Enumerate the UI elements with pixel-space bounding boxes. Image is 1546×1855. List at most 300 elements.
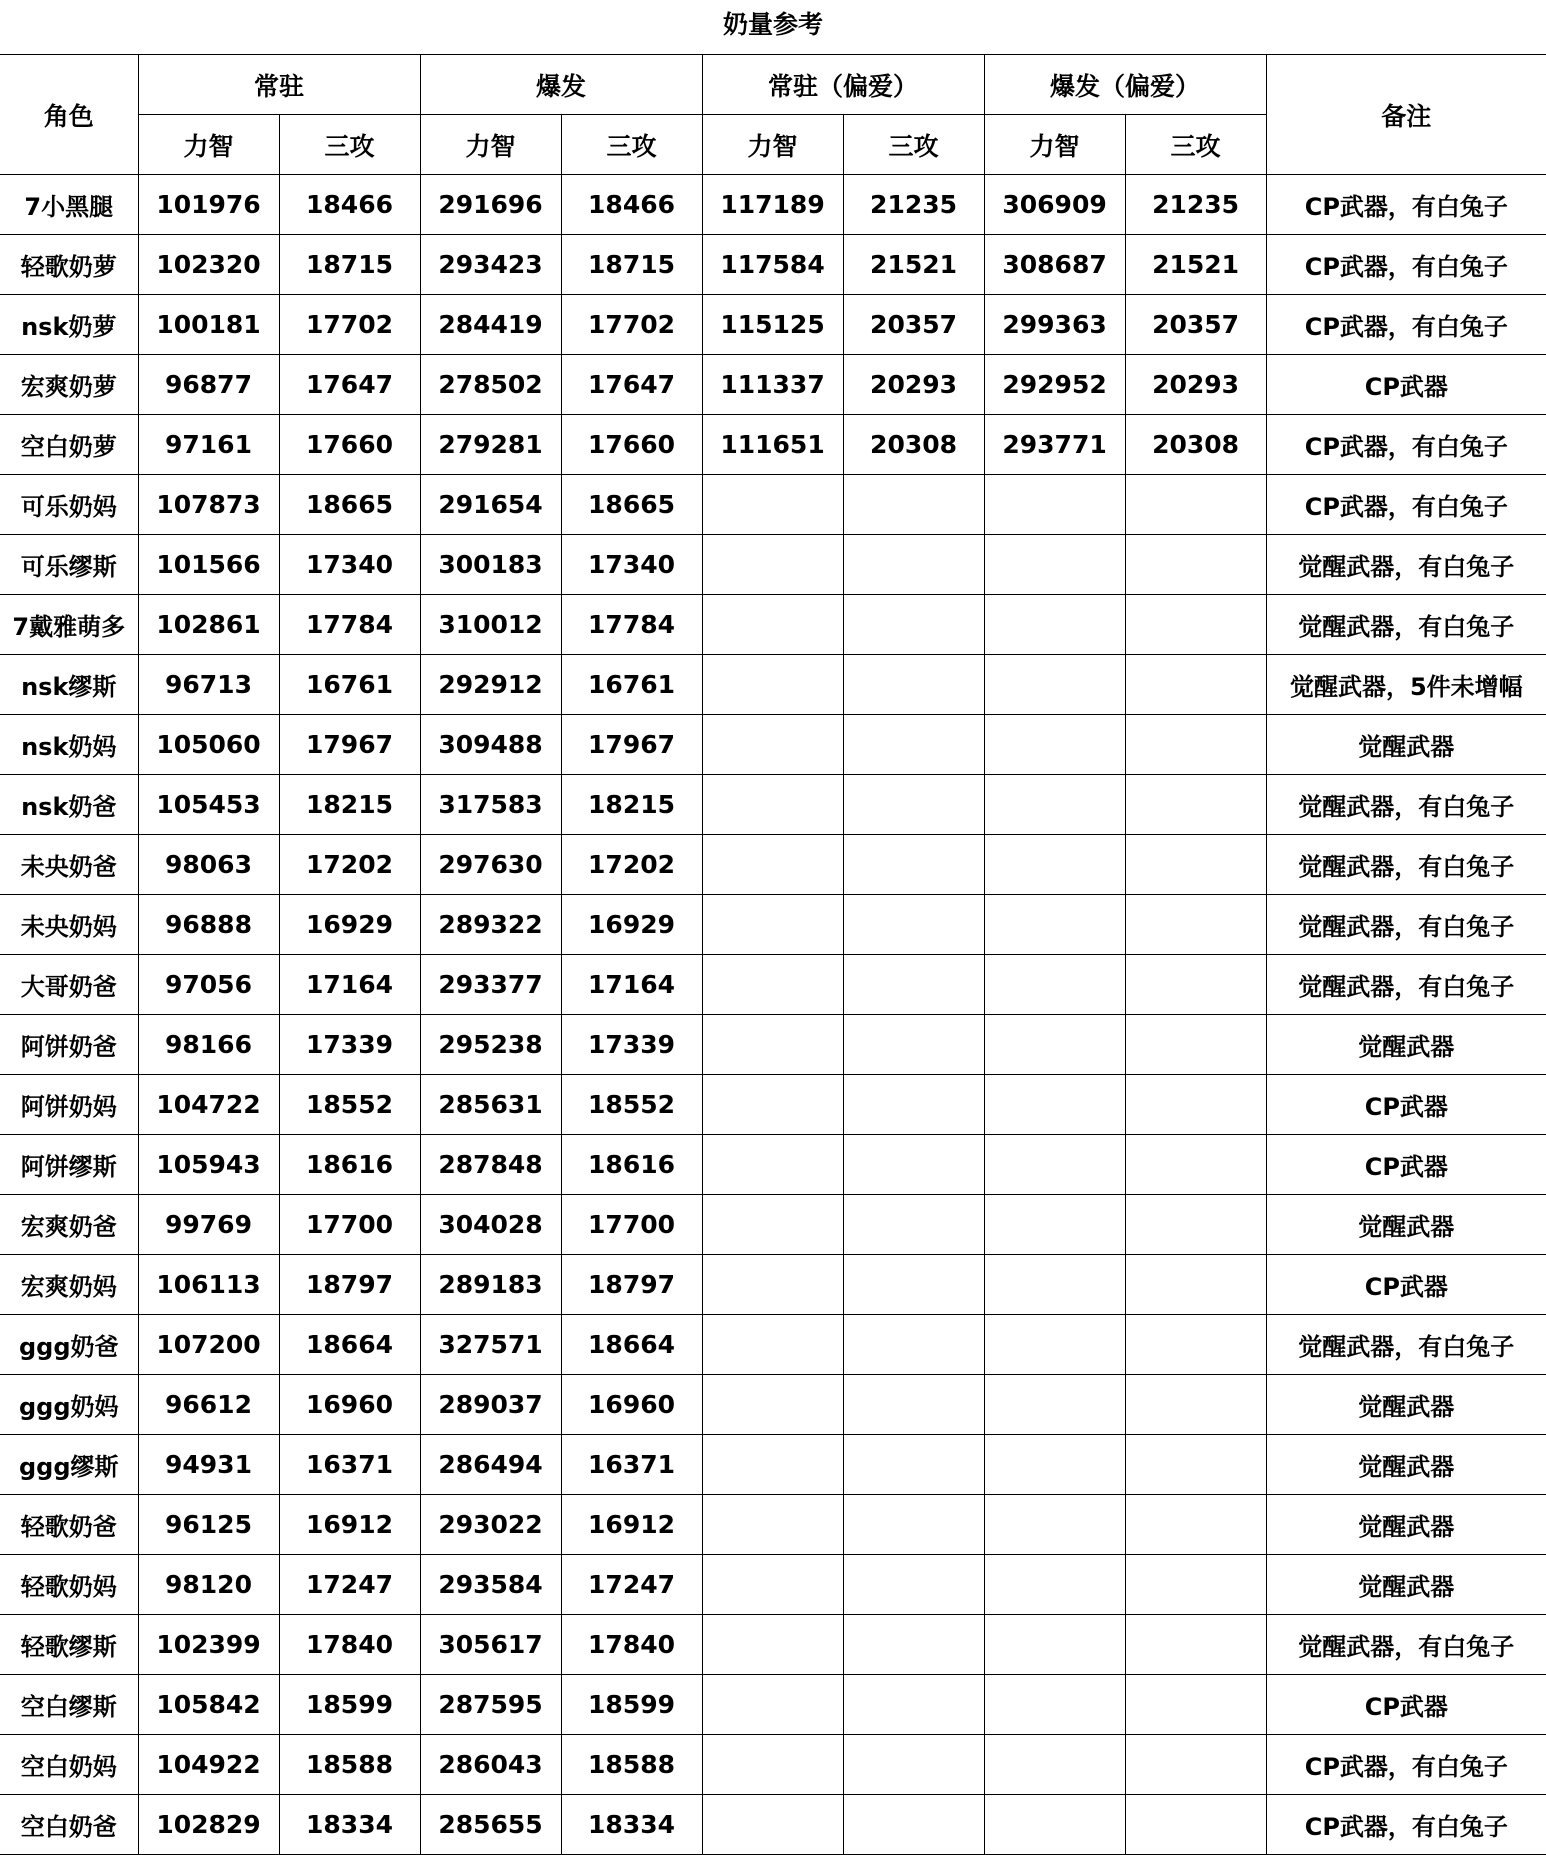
note-cell: 觉醒武器，有白兔子 — [1266, 955, 1546, 1015]
attack-value-cell: 17700 — [561, 1195, 702, 1255]
role-name-cell: 宏爽奶萝 — [0, 355, 138, 415]
role-name-cell: nsk奶妈 — [0, 715, 138, 775]
role-name-cell: nsk奶萝 — [0, 295, 138, 355]
attack-value-cell — [1125, 835, 1266, 895]
role-name-cell: 未央奶爸 — [0, 835, 138, 895]
role-name-cell: 宏爽奶爸 — [0, 1195, 138, 1255]
stat-value-cell: 289037 — [420, 1375, 561, 1435]
attack-value-cell: 17660 — [279, 415, 420, 475]
stat-value-cell — [702, 1015, 843, 1075]
table-row — [0, 1435, 1546, 1495]
attack-value-cell: 17784 — [561, 595, 702, 655]
attack-value-cell: 16929 — [279, 895, 420, 955]
attack-value-cell: 18552 — [561, 1075, 702, 1135]
stat-value-cell: 306909 — [984, 175, 1125, 235]
stat-value-cell — [702, 955, 843, 1015]
stat-value-cell — [702, 595, 843, 655]
note-cell: 觉醒武器，有白兔子 — [1266, 1615, 1546, 1675]
table-row — [0, 1375, 1546, 1435]
stat-value-cell: 291696 — [420, 175, 561, 235]
attack-value-cell — [843, 1315, 984, 1375]
header-sub-attack: 三攻 — [1125, 115, 1266, 175]
attack-value-cell: 18466 — [561, 175, 702, 235]
stat-value-cell: 101976 — [138, 175, 279, 235]
role-name-cell: 7小黑腿 — [0, 175, 138, 235]
stat-value-cell: 289322 — [420, 895, 561, 955]
attack-value-cell: 17202 — [279, 835, 420, 895]
attack-value-cell: 16371 — [561, 1435, 702, 1495]
attack-value-cell: 17660 — [561, 415, 702, 475]
stat-value-cell: 102399 — [138, 1615, 279, 1675]
attack-value-cell: 17967 — [561, 715, 702, 775]
role-name-cell: 可乐奶妈 — [0, 475, 138, 535]
note-cell: CP武器 — [1266, 1255, 1546, 1315]
header-sub-stat: 力智 — [984, 115, 1125, 175]
attack-value-cell — [1125, 715, 1266, 775]
stat-value-cell — [702, 1675, 843, 1735]
stat-value-cell — [702, 535, 843, 595]
note-cell: 觉醒武器，有白兔子 — [1266, 535, 1546, 595]
stat-value-cell: 117584 — [702, 235, 843, 295]
stat-value-cell — [984, 475, 1125, 535]
stat-value-cell — [702, 775, 843, 835]
attack-value-cell — [843, 475, 984, 535]
stat-value-cell — [702, 1435, 843, 1495]
note-cell: 觉醒武器 — [1266, 1435, 1546, 1495]
stat-value-cell — [984, 535, 1125, 595]
attack-value-cell: 17647 — [279, 355, 420, 415]
attack-value-cell — [1125, 955, 1266, 1015]
stat-value-cell — [702, 475, 843, 535]
stat-value-cell: 291654 — [420, 475, 561, 535]
sheet-title: 奶量参考 — [722, 10, 823, 39]
stat-value-cell — [984, 1615, 1125, 1675]
stat-value-cell: 111337 — [702, 355, 843, 415]
note-cell: 觉醒武器，有白兔子 — [1266, 775, 1546, 835]
role-name-cell: 大哥奶爸 — [0, 955, 138, 1015]
stat-value-cell: 286494 — [420, 1435, 561, 1495]
role-name-cell: 空白奶妈 — [0, 1735, 138, 1795]
stat-value-cell — [984, 1735, 1125, 1795]
attack-value-cell: 18588 — [279, 1735, 420, 1795]
stat-value-cell — [984, 1255, 1125, 1315]
attack-value-cell: 18588 — [561, 1735, 702, 1795]
note-cell: CP武器，有白兔子 — [1266, 1735, 1546, 1795]
table-row — [0, 775, 1546, 835]
attack-value-cell: 18715 — [561, 235, 702, 295]
attack-value-cell — [843, 1255, 984, 1315]
attack-value-cell: 18715 — [279, 235, 420, 295]
attack-value-cell: 17247 — [561, 1555, 702, 1615]
stat-value-cell: 96612 — [138, 1375, 279, 1435]
role-name-cell: 轻歌缪斯 — [0, 1615, 138, 1675]
attack-value-cell — [1125, 1255, 1266, 1315]
stat-value-cell — [702, 1615, 843, 1675]
role-name-cell: 轻歌奶妈 — [0, 1555, 138, 1615]
attack-value-cell — [843, 1015, 984, 1075]
stat-value-cell: 97056 — [138, 955, 279, 1015]
stat-value-cell: 292952 — [984, 355, 1125, 415]
stat-value-cell: 117189 — [702, 175, 843, 235]
attack-value-cell: 18797 — [561, 1255, 702, 1315]
stat-value-cell — [984, 655, 1125, 715]
stat-value-cell: 310012 — [420, 595, 561, 655]
attack-value-cell: 17702 — [561, 295, 702, 355]
attack-value-cell — [843, 535, 984, 595]
attack-value-cell: 18616 — [561, 1135, 702, 1195]
note-cell: CP武器，有白兔子 — [1266, 235, 1546, 295]
attack-value-cell: 16960 — [279, 1375, 420, 1435]
attack-value-cell — [843, 1435, 984, 1495]
stat-value-cell — [702, 1195, 843, 1255]
role-name-cell: 轻歌奶爸 — [0, 1495, 138, 1555]
note-cell: 觉醒武器，有白兔子 — [1266, 835, 1546, 895]
attack-value-cell: 16960 — [561, 1375, 702, 1435]
stat-value-cell: 115125 — [702, 295, 843, 355]
stat-value-cell: 96888 — [138, 895, 279, 955]
role-name-cell: 阿饼奶爸 — [0, 1015, 138, 1075]
attack-value-cell: 18665 — [561, 475, 702, 535]
role-name-cell: 空白奶爸 — [0, 1795, 138, 1855]
stat-value-cell — [702, 1735, 843, 1795]
table-row — [0, 1735, 1546, 1795]
attack-value-cell: 20357 — [843, 295, 984, 355]
stat-value-cell — [984, 1495, 1125, 1555]
attack-value-cell: 20293 — [1125, 355, 1266, 415]
attack-value-cell — [843, 1795, 984, 1855]
table-row — [0, 1195, 1546, 1255]
table-row — [0, 1495, 1546, 1555]
stat-value-cell: 295238 — [420, 1015, 561, 1075]
role-name-cell: 空白奶萝 — [0, 415, 138, 475]
note-cell: CP武器 — [1266, 1135, 1546, 1195]
attack-value-cell: 17340 — [279, 535, 420, 595]
attack-value-cell — [843, 1375, 984, 1435]
attack-value-cell: 18665 — [279, 475, 420, 535]
role-name-cell: nsk奶爸 — [0, 775, 138, 835]
stat-value-cell — [702, 1075, 843, 1135]
attack-value-cell — [1125, 1735, 1266, 1795]
stat-value-cell: 96125 — [138, 1495, 279, 1555]
role-name-cell: ggg奶爸 — [0, 1315, 138, 1375]
stat-value-cell — [984, 775, 1125, 835]
stat-value-cell: 96877 — [138, 355, 279, 415]
attack-value-cell: 20308 — [1125, 415, 1266, 475]
note-cell: 觉醒武器 — [1266, 1015, 1546, 1075]
table-row — [0, 1255, 1546, 1315]
stat-value-cell — [984, 1015, 1125, 1075]
header-sub-attack: 三攻 — [279, 115, 420, 175]
attack-value-cell: 16912 — [279, 1495, 420, 1555]
stat-value-cell — [984, 1135, 1125, 1195]
stat-value-cell: 98166 — [138, 1015, 279, 1075]
attack-value-cell — [1125, 1615, 1266, 1675]
attack-value-cell — [1125, 475, 1266, 535]
attack-value-cell: 20293 — [843, 355, 984, 415]
table-row — [0, 1075, 1546, 1135]
stat-value-cell: 96713 — [138, 655, 279, 715]
attack-value-cell — [1125, 895, 1266, 955]
stat-value-cell: 285631 — [420, 1075, 561, 1135]
attack-value-cell: 16929 — [561, 895, 702, 955]
stat-value-cell: 293584 — [420, 1555, 561, 1615]
attack-value-cell: 17840 — [279, 1615, 420, 1675]
note-cell: CP武器 — [1266, 1075, 1546, 1135]
table-row — [0, 1675, 1546, 1735]
stat-value-cell — [702, 835, 843, 895]
attack-value-cell — [1125, 1075, 1266, 1135]
stat-value-cell: 304028 — [420, 1195, 561, 1255]
attack-value-cell: 21235 — [1125, 175, 1266, 235]
role-name-cell: 7戴雅萌多 — [0, 595, 138, 655]
table-row — [0, 655, 1546, 715]
header-role: 角色 — [0, 55, 138, 175]
role-name-cell: nsk缪斯 — [0, 655, 138, 715]
role-name-cell: ggg奶妈 — [0, 1375, 138, 1435]
stat-value-cell: 287595 — [420, 1675, 561, 1735]
attack-value-cell — [1125, 655, 1266, 715]
attack-value-cell: 18466 — [279, 175, 420, 235]
stat-value-cell: 98120 — [138, 1555, 279, 1615]
stat-value-cell: 104722 — [138, 1075, 279, 1135]
attack-value-cell: 20308 — [843, 415, 984, 475]
stat-value-cell: 292912 — [420, 655, 561, 715]
attack-value-cell — [1125, 1015, 1266, 1075]
attack-value-cell — [1125, 1375, 1266, 1435]
stat-value-cell: 285655 — [420, 1795, 561, 1855]
stat-value-cell — [702, 1375, 843, 1435]
attack-value-cell: 18334 — [561, 1795, 702, 1855]
stat-value-cell: 105943 — [138, 1135, 279, 1195]
attack-value-cell: 16761 — [561, 655, 702, 715]
attack-value-cell: 17340 — [561, 535, 702, 595]
stat-value-cell: 102320 — [138, 235, 279, 295]
table-row — [0, 235, 1546, 295]
note-cell: 觉醒武器 — [1266, 1375, 1546, 1435]
attack-value-cell — [1125, 1495, 1266, 1555]
stat-value-cell: 286043 — [420, 1735, 561, 1795]
stat-value-cell — [984, 835, 1125, 895]
role-name-cell: 阿饼奶妈 — [0, 1075, 138, 1135]
attack-value-cell: 21521 — [1125, 235, 1266, 295]
header-group-normal: 常驻 — [138, 55, 420, 115]
attack-value-cell — [843, 1495, 984, 1555]
stat-value-cell — [702, 1255, 843, 1315]
stat-value-cell: 299363 — [984, 295, 1125, 355]
stat-value-cell — [984, 955, 1125, 1015]
table-row — [0, 295, 1546, 355]
stat-value-cell — [984, 1675, 1125, 1735]
attack-value-cell — [843, 1735, 984, 1795]
attack-value-cell: 18664 — [279, 1315, 420, 1375]
attack-value-cell: 18599 — [561, 1675, 702, 1735]
stat-value-cell: 309488 — [420, 715, 561, 775]
note-cell: 觉醒武器，有白兔子 — [1266, 895, 1546, 955]
stat-value-cell: 278502 — [420, 355, 561, 415]
stat-value-cell — [984, 1435, 1125, 1495]
attack-value-cell — [1125, 595, 1266, 655]
note-cell: CP武器，有白兔子 — [1266, 1795, 1546, 1855]
attack-value-cell — [843, 1615, 984, 1675]
note-cell: CP武器，有白兔子 — [1266, 175, 1546, 235]
attack-value-cell — [1125, 1135, 1266, 1195]
stat-value-cell: 289183 — [420, 1255, 561, 1315]
table-row — [0, 355, 1546, 415]
stat-value-cell: 105453 — [138, 775, 279, 835]
attack-value-cell: 21521 — [843, 235, 984, 295]
stat-value-cell — [702, 715, 843, 775]
stat-value-cell: 99769 — [138, 1195, 279, 1255]
stat-value-cell: 308687 — [984, 235, 1125, 295]
stat-value-cell — [702, 1795, 843, 1855]
table-row — [0, 895, 1546, 955]
table-body — [0, 175, 1546, 1855]
note-cell: 觉醒武器，有白兔子 — [1266, 1315, 1546, 1375]
attack-value-cell — [1125, 775, 1266, 835]
attack-value-cell: 20357 — [1125, 295, 1266, 355]
header-sub-stat: 力智 — [702, 115, 843, 175]
attack-value-cell: 17164 — [279, 955, 420, 1015]
table-row — [0, 835, 1546, 895]
note-cell: CP武器，有白兔子 — [1266, 415, 1546, 475]
table-row — [0, 1795, 1546, 1855]
attack-value-cell: 17247 — [279, 1555, 420, 1615]
attack-value-cell — [843, 1195, 984, 1255]
attack-value-cell: 18215 — [279, 775, 420, 835]
stat-value-cell — [702, 1555, 843, 1615]
attack-value-cell: 16912 — [561, 1495, 702, 1555]
stat-value-cell — [702, 1315, 843, 1375]
table-row — [0, 1315, 1546, 1375]
header-note: 备注 — [1266, 55, 1546, 175]
attack-value-cell — [843, 835, 984, 895]
attack-value-cell — [843, 715, 984, 775]
stat-value-cell — [984, 1555, 1125, 1615]
attack-value-cell: 18552 — [279, 1075, 420, 1135]
table-row — [0, 1615, 1546, 1675]
note-cell: 觉醒武器 — [1266, 715, 1546, 775]
role-name-cell: 空白缪斯 — [0, 1675, 138, 1735]
stat-value-cell: 279281 — [420, 415, 561, 475]
stat-value-cell: 293771 — [984, 415, 1125, 475]
stat-value-cell: 102829 — [138, 1795, 279, 1855]
table-row — [0, 535, 1546, 595]
stat-value-cell — [702, 655, 843, 715]
attack-value-cell — [1125, 1315, 1266, 1375]
attack-value-cell — [843, 955, 984, 1015]
table-row — [0, 175, 1546, 235]
table-row — [0, 595, 1546, 655]
stat-value-cell: 297630 — [420, 835, 561, 895]
stat-value-cell: 105842 — [138, 1675, 279, 1735]
attack-value-cell: 17339 — [561, 1015, 702, 1075]
note-cell: 觉醒武器 — [1266, 1195, 1546, 1255]
note-cell: 觉醒武器 — [1266, 1495, 1546, 1555]
attack-value-cell — [1125, 1435, 1266, 1495]
attack-value-cell — [1125, 1675, 1266, 1735]
stat-value-cell: 284419 — [420, 295, 561, 355]
stat-value-cell — [984, 595, 1125, 655]
stat-value-cell: 100181 — [138, 295, 279, 355]
attack-value-cell: 18616 — [279, 1135, 420, 1195]
attack-value-cell: 16371 — [279, 1435, 420, 1495]
note-cell: 觉醒武器 — [1266, 1555, 1546, 1615]
stat-value-cell: 327571 — [420, 1315, 561, 1375]
attack-value-cell: 18215 — [561, 775, 702, 835]
header-sub-attack: 三攻 — [843, 115, 984, 175]
attack-value-cell: 18664 — [561, 1315, 702, 1375]
attack-value-cell: 18599 — [279, 1675, 420, 1735]
stat-value-cell: 300183 — [420, 535, 561, 595]
role-name-cell: 未央奶妈 — [0, 895, 138, 955]
attack-value-cell: 18797 — [279, 1255, 420, 1315]
stat-value-cell: 293022 — [420, 1495, 561, 1555]
table-row — [0, 1135, 1546, 1195]
stat-value-cell: 111651 — [702, 415, 843, 475]
attack-value-cell — [1125, 1555, 1266, 1615]
stat-value-cell — [702, 895, 843, 955]
stat-value-cell: 97161 — [138, 415, 279, 475]
attack-value-cell: 17700 — [279, 1195, 420, 1255]
attack-value-cell — [843, 655, 984, 715]
header-group-normal-favor: 常驻（偏爱） — [702, 55, 984, 115]
heal-reference-table — [0, 54, 1546, 1855]
stat-value-cell — [984, 1375, 1125, 1435]
header-sub-stat: 力智 — [420, 115, 561, 175]
header-group-burst: 爆发 — [420, 55, 702, 115]
attack-value-cell — [843, 1135, 984, 1195]
role-name-cell: ggg缪斯 — [0, 1435, 138, 1495]
header-sub-stat: 力智 — [138, 115, 279, 175]
stat-value-cell — [702, 1495, 843, 1555]
attack-value-cell: 17967 — [279, 715, 420, 775]
stat-value-cell: 94931 — [138, 1435, 279, 1495]
table-row — [0, 415, 1546, 475]
table-row — [0, 715, 1546, 775]
stat-value-cell: 107200 — [138, 1315, 279, 1375]
table-row — [0, 475, 1546, 535]
stat-value-cell: 106113 — [138, 1255, 279, 1315]
attack-value-cell: 17702 — [279, 295, 420, 355]
stat-value-cell: 102861 — [138, 595, 279, 655]
attack-value-cell: 17339 — [279, 1015, 420, 1075]
stat-value-cell: 107873 — [138, 475, 279, 535]
stat-value-cell: 105060 — [138, 715, 279, 775]
stat-value-cell: 287848 — [420, 1135, 561, 1195]
note-cell: CP武器 — [1266, 355, 1546, 415]
header-sub-attack: 三攻 — [561, 115, 702, 175]
note-cell: 觉醒武器，5件未增幅 — [1266, 655, 1546, 715]
role-name-cell: 宏爽奶妈 — [0, 1255, 138, 1315]
header-group-burst-favor: 爆发（偏爱） — [984, 55, 1266, 115]
stat-value-cell — [984, 1795, 1125, 1855]
note-cell: CP武器 — [1266, 1675, 1546, 1735]
role-name-cell: 阿饼缪斯 — [0, 1135, 138, 1195]
stat-value-cell: 293377 — [420, 955, 561, 1015]
attack-value-cell — [843, 775, 984, 835]
table-header — [0, 55, 1546, 175]
stat-value-cell: 98063 — [138, 835, 279, 895]
stat-value-cell: 317583 — [420, 775, 561, 835]
attack-value-cell — [1125, 535, 1266, 595]
note-cell: CP武器，有白兔子 — [1266, 295, 1546, 355]
attack-value-cell — [843, 1555, 984, 1615]
attack-value-cell: 21235 — [843, 175, 984, 235]
role-name-cell: 轻歌奶萝 — [0, 235, 138, 295]
stat-value-cell — [984, 1195, 1125, 1255]
attack-value-cell: 17840 — [561, 1615, 702, 1675]
stat-value-cell — [984, 1075, 1125, 1135]
